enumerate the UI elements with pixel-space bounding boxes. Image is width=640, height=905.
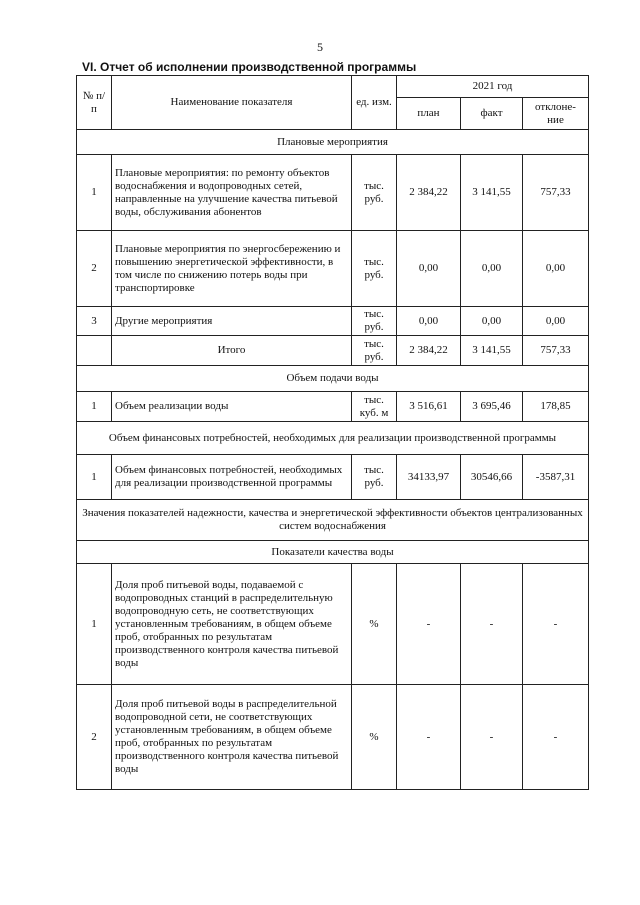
- row-unit: %: [352, 685, 397, 790]
- row-plan: -: [397, 685, 461, 790]
- row-name: Объем реализации воды: [112, 392, 352, 422]
- row-fact: 3 141,55: [461, 155, 523, 231]
- row-unit: тыс. руб.: [352, 455, 397, 500]
- row-plan: 0,00: [397, 307, 461, 336]
- table-row: [77, 392, 589, 422]
- table-row: [77, 685, 589, 790]
- total-deviation: 757,33: [523, 336, 589, 366]
- section-row: [77, 541, 589, 564]
- row-plan: 3 516,61: [397, 392, 461, 422]
- row-name: Доля проб питьевой воды, подаваемой с водопроводных станций в распределительную водопроводную сеть, не соответствующих установленным требованиям, в общем объеме проб, отобранных по результатам производственного контроля качества питьевой воды: [112, 564, 352, 685]
- row-unit: тыс. руб.: [352, 307, 397, 336]
- table-row: [77, 564, 589, 685]
- header-plan: план: [397, 98, 461, 130]
- row-fact: -: [461, 685, 523, 790]
- header-unit: ед. изм.: [352, 76, 397, 130]
- section-planned: Плановые мероприятия: [77, 130, 589, 155]
- row-deviation: 0,00: [523, 231, 589, 307]
- row-deviation: 757,33: [523, 155, 589, 231]
- production-program-report-table: [76, 75, 589, 790]
- total-label: Итого: [112, 336, 352, 366]
- row-plan: 2 384,22: [397, 155, 461, 231]
- table-row: [77, 231, 589, 307]
- section-supply: Объем подачи воды: [77, 366, 589, 392]
- row-deviation: 0,00: [523, 307, 589, 336]
- total-num-empty: [77, 336, 112, 366]
- row-unit: тыс. руб.: [352, 231, 397, 307]
- row-num: 1: [77, 155, 112, 231]
- row-unit: %: [352, 564, 397, 685]
- row-name: Доля проб питьевой воды в распределительной водопроводной сети, не соответствующих установленным требованиям, в общем объеме проб, отобранных по результатам производственного контроля качества питьевой воды: [112, 685, 352, 790]
- row-num: 1: [77, 392, 112, 422]
- table-row: [77, 455, 589, 500]
- table-row: [77, 155, 589, 231]
- row-fact: -: [461, 564, 523, 685]
- page-number: 5: [317, 40, 323, 54]
- row-deviation: -: [523, 564, 589, 685]
- total-row: [77, 336, 589, 366]
- total-plan: 2 384,22: [397, 336, 461, 366]
- row-num: 2: [77, 231, 112, 307]
- row-name: Плановые мероприятия: по ремонту объектов водоснабжения и водопроводных сетей, направленные на улучшение качества питьевой воды, обслуживания абонентов: [112, 155, 352, 231]
- row-fact: 3 695,46: [461, 392, 523, 422]
- section-quality: Показатели качества воды: [77, 541, 589, 564]
- row-unit: тыс. куб. м: [352, 392, 397, 422]
- total-fact: 3 141,55: [461, 336, 523, 366]
- row-deviation: -3587,31: [523, 455, 589, 500]
- row-fact: 0,00: [461, 231, 523, 307]
- section-row: [77, 422, 589, 455]
- row-unit: тыс. руб.: [352, 155, 397, 231]
- section-finance: Объем финансовых потребностей, необходимых для реализации производственной программы: [77, 422, 589, 455]
- header-num: № п/п: [77, 76, 112, 130]
- row-num: 2: [77, 685, 112, 790]
- section-row: [77, 500, 589, 541]
- section-row: [77, 366, 589, 392]
- header-fact: факт: [461, 98, 523, 130]
- row-num: 1: [77, 564, 112, 685]
- table-row: [77, 307, 589, 336]
- section-title: VI. Отчет об исполнении производственной программы: [82, 60, 417, 74]
- row-deviation: 178,85: [523, 392, 589, 422]
- row-fact: 30546,66: [461, 455, 523, 500]
- section-row: [77, 130, 589, 155]
- header-deviation: отклоне- ние: [523, 98, 589, 130]
- row-name: Другие мероприятия: [112, 307, 352, 336]
- section-reliability: Значения показателей надежности, качества и энергетической эффективности объектов централизованных систем водоснабжения: [77, 500, 589, 541]
- row-name: Объем финансовых потребностей, необходимых для реализации производственной программы: [112, 455, 352, 500]
- header-name: Наименование показателя: [112, 76, 352, 130]
- row-plan: 34133,97: [397, 455, 461, 500]
- row-deviation: -: [523, 685, 589, 790]
- row-num: 3: [77, 307, 112, 336]
- row-plan: -: [397, 564, 461, 685]
- row-fact: 0,00: [461, 307, 523, 336]
- total-unit: тыс. руб.: [352, 336, 397, 366]
- row-plan: 0,00: [397, 231, 461, 307]
- header-year: 2021 год: [397, 76, 589, 98]
- row-name: Плановые мероприятия по энергосбережению и повышению энергетической эффективности, в том числе по снижению потерь воды при транспортировке: [112, 231, 352, 307]
- row-num: 1: [77, 455, 112, 500]
- header-row-top: [77, 76, 589, 98]
